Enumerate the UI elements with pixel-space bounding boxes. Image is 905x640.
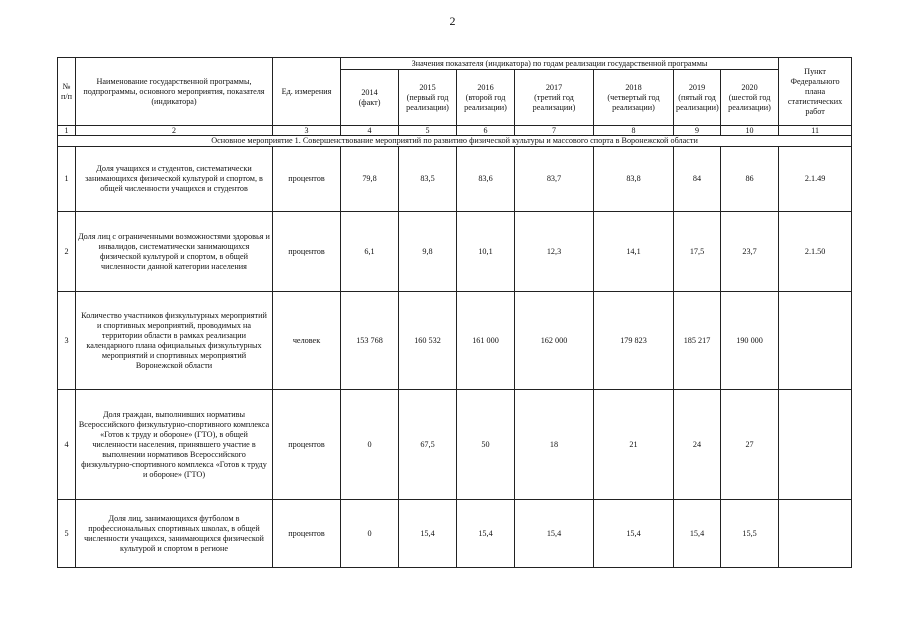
value-cell: 185 217 xyxy=(674,292,721,390)
row-number: 3 xyxy=(58,292,76,390)
header-year-note: (второй год реализации) xyxy=(464,92,507,112)
row-number: 5 xyxy=(58,500,76,568)
header-num: № п/п xyxy=(58,58,76,126)
header-year-2016 xyxy=(457,70,515,126)
value-cell: 83,6 xyxy=(457,147,515,212)
unit-cell: процентов xyxy=(273,147,341,212)
column-number: 3 xyxy=(273,126,341,136)
value-cell: 0 xyxy=(341,500,399,568)
value-cell: 0 xyxy=(341,390,399,500)
indicator-name: Доля лиц, занимающихся футболом в профессиональных спортивных школах, в общей численности учащихся, занимающихся физической культурой и спортом в регионе xyxy=(76,500,273,568)
column-number: 4 xyxy=(341,126,399,136)
value-cell: 10,1 xyxy=(457,212,515,292)
value-cell: 190 000 xyxy=(721,292,779,390)
header-year-2020 xyxy=(721,70,779,126)
unit-cell: человек xyxy=(273,292,341,390)
value-cell: 86 xyxy=(721,147,779,212)
row-number: 4 xyxy=(58,390,76,500)
value-cell: 9,8 xyxy=(399,212,457,292)
header-year-2014 xyxy=(341,70,399,126)
header-year-2019 xyxy=(674,70,721,126)
column-number: 6 xyxy=(457,126,515,136)
value-cell: 14,1 xyxy=(594,212,674,292)
federal-plan-cell xyxy=(779,500,852,568)
value-cell: 15,4 xyxy=(457,500,515,568)
table-row xyxy=(58,292,852,390)
header-year-note: (третий год реализации) xyxy=(532,92,576,112)
value-cell: 21 xyxy=(594,390,674,500)
value-cell: 23,7 xyxy=(721,212,779,292)
value-cell: 179 823 xyxy=(594,292,674,390)
value-cell: 27 xyxy=(721,390,779,500)
federal-plan-cell: 2.1.50 xyxy=(779,212,852,292)
value-cell: 67,5 xyxy=(399,390,457,500)
header-name: Наименование государственной программы, подпрограммы, основного мероприятия, показателя (индикатора) xyxy=(76,58,273,126)
unit-cell: процентов xyxy=(273,390,341,500)
header-year-value: 2018 xyxy=(625,82,642,92)
column-number: 8 xyxy=(594,126,674,136)
header-year-value: 2017 xyxy=(545,82,563,92)
header-year-value: 2014 xyxy=(361,87,378,97)
value-cell: 15,4 xyxy=(594,500,674,568)
federal-plan-cell: 2.1.49 xyxy=(779,147,852,212)
header-year-2018 xyxy=(594,70,674,126)
column-number: 11 xyxy=(779,126,852,136)
header-year-value: 2016 xyxy=(477,82,494,92)
value-cell: 12,3 xyxy=(515,212,594,292)
indicator-name: Доля лиц с ограниченными возможностями здоровья и инвалидов, систематически занимающихся физической культурой и спортом, в общей численности данной категории населения xyxy=(76,212,273,292)
indicators-table xyxy=(57,57,852,568)
header-year-value: 2020 xyxy=(741,82,758,92)
unit-cell: процентов xyxy=(273,212,341,292)
value-cell: 15,5 xyxy=(721,500,779,568)
column-number: 7 xyxy=(515,126,594,136)
header-year-2015 xyxy=(399,70,457,126)
federal-plan-cell xyxy=(779,292,852,390)
header-year-note: (первый год реализации) xyxy=(406,92,449,112)
header-year-2017 xyxy=(515,70,594,126)
page-number: 2 xyxy=(449,14,456,28)
column-number: 10 xyxy=(721,126,779,136)
value-cell: 17,5 xyxy=(674,212,721,292)
header-values-group: Значения показателя (индикатора) по годам реализации государственной программы xyxy=(341,58,779,70)
row-number: 1 xyxy=(58,147,76,212)
row-number: 2 xyxy=(58,212,76,292)
table-row xyxy=(58,212,852,292)
header-year-note: (шестой год реализации) xyxy=(728,92,771,112)
value-cell: 15,4 xyxy=(399,500,457,568)
column-number: 5 xyxy=(399,126,457,136)
table-body xyxy=(58,126,852,568)
table-row xyxy=(58,390,852,500)
value-cell: 84 xyxy=(674,147,721,212)
column-numbers-row xyxy=(58,126,852,136)
value-cell: 161 000 xyxy=(457,292,515,390)
value-cell: 162 000 xyxy=(515,292,594,390)
table-row xyxy=(58,147,852,212)
value-cell: 6,1 xyxy=(341,212,399,292)
column-number: 1 xyxy=(58,126,76,136)
value-cell: 50 xyxy=(457,390,515,500)
column-number: 2 xyxy=(76,126,273,136)
value-cell: 83,8 xyxy=(594,147,674,212)
header-unit: Ед. измерения xyxy=(273,58,341,126)
header-year-value: 2015 xyxy=(419,82,436,92)
header-year-value: 2019 xyxy=(688,82,706,92)
header-year-note: (пятый год реализации) xyxy=(676,92,719,112)
unit-cell: процентов xyxy=(273,500,341,568)
value-cell: 18 xyxy=(515,390,594,500)
indicator-name: Доля граждан, выполнивших нормативы Всероссийского физкультурно-спортивного комплекса «Готов к труду и обороне» (ГТО), в общей численности населения, принявшего участие в выполнении нормативов Всероссийского физкультурно-спортивного комплекса «Готов к труду и обороне» (ГТО) xyxy=(76,390,273,500)
section-title: Основное мероприятие 1. Совершенствование мероприятий по развитию физической культуры и массового спорта в Воронежской области xyxy=(58,136,852,147)
column-number: 9 xyxy=(674,126,721,136)
value-cell: 83,5 xyxy=(399,147,457,212)
value-cell: 24 xyxy=(674,390,721,500)
value-cell: 153 768 xyxy=(341,292,399,390)
value-cell: 15,4 xyxy=(674,500,721,568)
header-year-note: (четвертый год реализации) xyxy=(607,92,660,112)
federal-plan-cell xyxy=(779,390,852,500)
value-cell: 79,8 xyxy=(341,147,399,212)
indicator-name: Количество участников физкультурных мероприятий и спортивных мероприятий, проводимых на территории области в рамках реализации календарного плана официальных физкультурных мероприятий и спортивных мероприятий Воронежской области xyxy=(76,292,273,390)
table-row xyxy=(58,500,852,568)
value-cell: 83,7 xyxy=(515,147,594,212)
header-federal-plan: Пункт Федерального плана статистических работ xyxy=(779,58,852,126)
value-cell: 15,4 xyxy=(515,500,594,568)
header-year-note: (факт) xyxy=(358,97,381,107)
indicator-name: Доля учащихся и студентов, систематически занимающихся физической культурой и спортом, в общей численности учащихся и студентов xyxy=(76,147,273,212)
value-cell: 160 532 xyxy=(399,292,457,390)
